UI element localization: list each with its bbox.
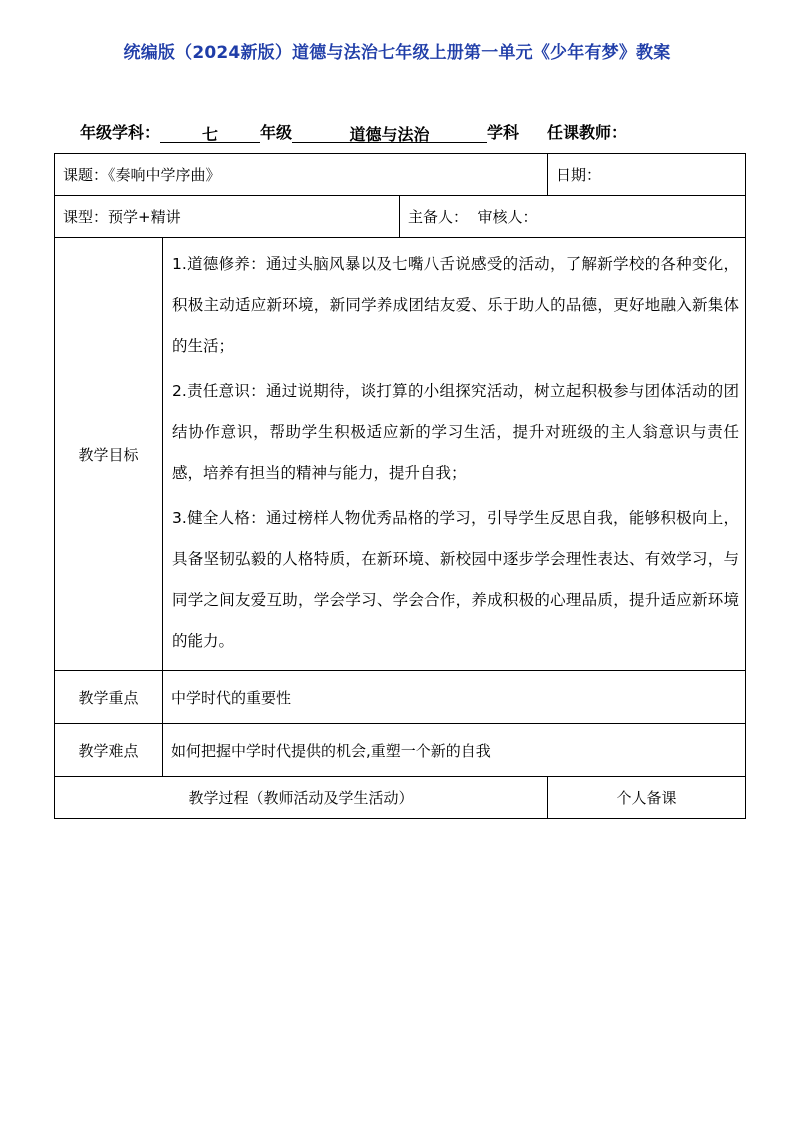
- teacher-label: 任课教师：: [547, 123, 628, 142]
- key-point-label: 教学重点: [55, 671, 163, 724]
- subject-value: 道德与法治: [292, 122, 487, 143]
- lesson-type-row: [55, 196, 746, 238]
- date-cell: 日期：: [548, 154, 746, 196]
- objective-item: 3.健全人格：通过榜样人物优秀品格的学习，引导学生反思自我，能够积极向上，具备坚韧弘毅的人格特质，在新环境、新校园中逐步学会理性表达、有效学习，与同学之间友爱互助，学会学习、学会合作，养成积极的心理品质，提升适应新环境的能力。: [172, 509, 739, 650]
- difficulty-cell: 如何把握中学时代提供的机会,重塑一个新的自我: [163, 724, 746, 777]
- lesson-type-cell: 课型：预学+精讲: [55, 196, 400, 238]
- topic-cell: 课题：《奏响中学序曲》: [55, 154, 548, 196]
- topic-row: [55, 154, 746, 196]
- process-label: 教学过程（教师活动及学生活动）: [55, 777, 548, 819]
- key-point-row: [55, 671, 746, 724]
- preparer-reviewer-cell: 主备人： 审核人：: [400, 196, 746, 238]
- objectives-row: [55, 238, 746, 671]
- key-point-cell: 中学时代的重要性: [163, 671, 746, 724]
- objectives-cell: [163, 238, 746, 671]
- grade-label: 年级: [260, 123, 293, 142]
- grade-subject-line: [80, 120, 627, 143]
- personal-prep-label: 个人备课: [548, 777, 746, 819]
- difficulty-row: [55, 724, 746, 777]
- difficulty-label: 教学难点: [55, 724, 163, 777]
- subject-label: 学科: [487, 123, 520, 142]
- objectives-label: 教学目标: [55, 238, 163, 671]
- grade-value: 七: [160, 122, 260, 143]
- process-header-row: [55, 777, 746, 819]
- lesson-plan-table: [54, 153, 746, 819]
- objective-item: 2.责任意识：通过说期待，谈打算的小组探究活动，树立起积极参与团体活动的团结协作意识，帮助学生积极适应新的学习生活，提升对班级的主人翁意识与责任感，培养有担当的精神与能力，提升自我；: [172, 382, 739, 482]
- grade-subject-label: 年级学科：: [80, 123, 161, 142]
- objective-item: 1.道德修养：通过头脑风暴以及七嘴八舌说感受的活动，了解新学校的各种变化，积极主动适应新环境，新同学养成团结友爱、乐于助人的品德，更好地融入新集体的生活；: [172, 255, 739, 355]
- document-title: 统编版（2024新版）道德与法治七年级上册第一单元《少年有梦》教案: [123, 43, 671, 63]
